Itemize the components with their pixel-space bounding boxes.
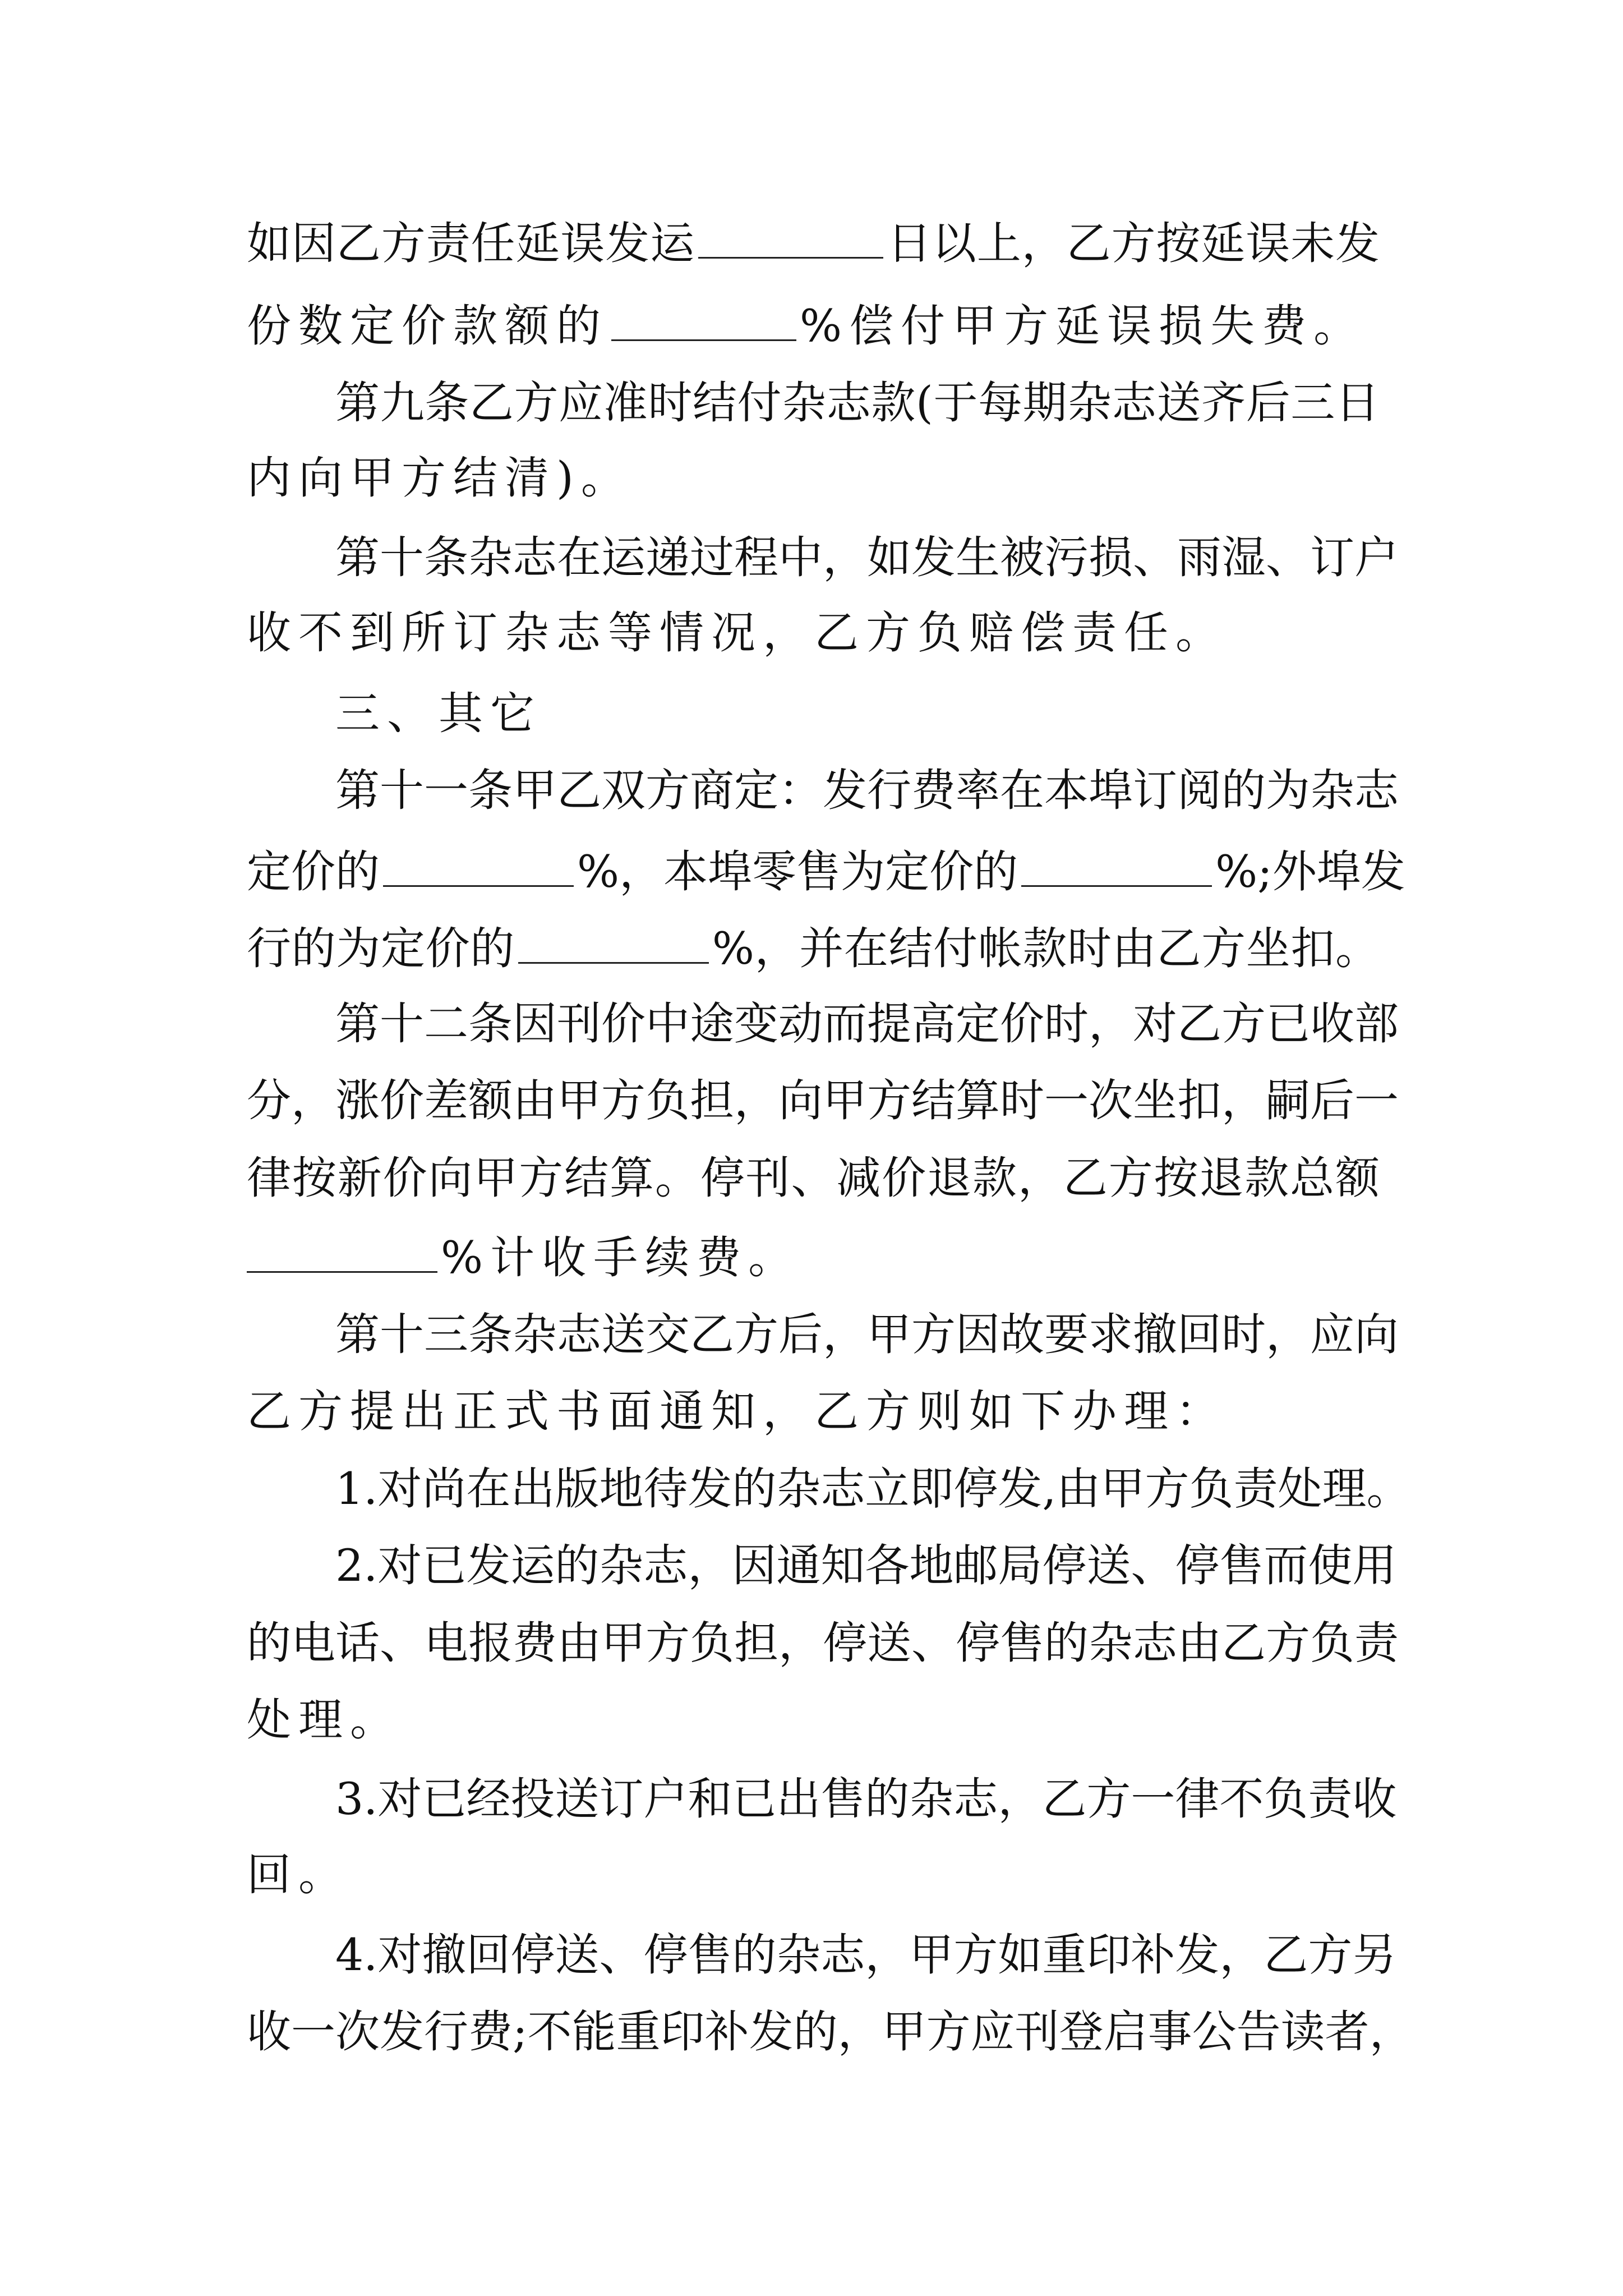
article-11-line-3: 行的为定价的 %，并在结付帐款时由乙方坐扣。 [247,918,1380,974]
fill-in-blank [383,841,574,887]
fill-in-blank [611,296,796,341]
article-13-line-1: 第十三条杂志送交乙方后，甲方因故要求撤回时，应向 [335,1309,1399,1360]
article-12-line-4: %计收手续费。 [247,1227,1380,1283]
article-12-line-3: 律按新价向甲方结算。停刊、减价退款，乙方按退款总额 [247,1152,1380,1204]
article-9-line-2: 内向甲方结清)。 [247,452,633,504]
article-11-line-2: 定价的 %，本埠零售为定价的 %;外埠发 [247,841,1380,898]
list-item-4-line-1: 4.对撤回停送、停售的杂志，甲方如重印补发，乙方另 [335,1929,1397,1981]
text-line: 份数定价款额的 %偿付甲方延误损失费。 [247,296,1380,352]
list-item-4-line-2: 收一次发行费;不能重印补发的，甲方应刊登启事公告读者， [247,2006,1414,2058]
list-item-2-line-1: 2.对已发运的杂志，因通知各地邮局停送、停售而使用 [335,1540,1397,1591]
article-12-line-1: 第十二条因刊价中途变动而提高定价时，对乙方已收部 [335,998,1399,1050]
list-item-2-line-2: 的电话、电报费由甲方负担，停送、停售的杂志由乙方负责 [247,1617,1399,1669]
fill-in-blank [518,918,709,964]
section-heading: 三、其它 [335,688,542,739]
list-item-3-line-2: 回。 [247,1849,350,1901]
fill-in-blank [247,1227,437,1273]
list-item-3-line-1: 3.对已经投送订户和已出售的杂志，乙方一律不负责收 [335,1773,1397,1825]
list-item-1: 1.对尚在出版地待发的杂志立即停发,由甲方负责处理。 [335,1463,1411,1515]
article-11-line-1: 第十一条甲乙双方商定：发行费率在本埠订阅的为杂志 [335,765,1399,816]
article-13-line-2: 乙方提出正式书面通知，乙方则如下办理： [247,1386,1227,1437]
article-10-line-2: 收不到所订杂志等情况，乙方负赔偿责任。 [247,607,1227,659]
article-9-line-1: 第九条乙方应准时结付杂志款(于每期杂志送齐后三日 [335,377,1380,429]
text-line: 如因乙方责任延误发运 日以上，乙方按延误未发 [247,213,1380,269]
article-12-line-2: 分，涨价差额由甲方负担，向甲方结算时一次坐扣，嗣后一 [247,1075,1399,1126]
list-item-2-line-3: 处理。 [247,1694,402,1746]
fill-in-blank [1021,841,1212,887]
fill-in-blank [698,213,883,259]
article-10-line-1: 第十条杂志在运递过程中，如发生被污损、雨湿、订户 [335,532,1399,583]
